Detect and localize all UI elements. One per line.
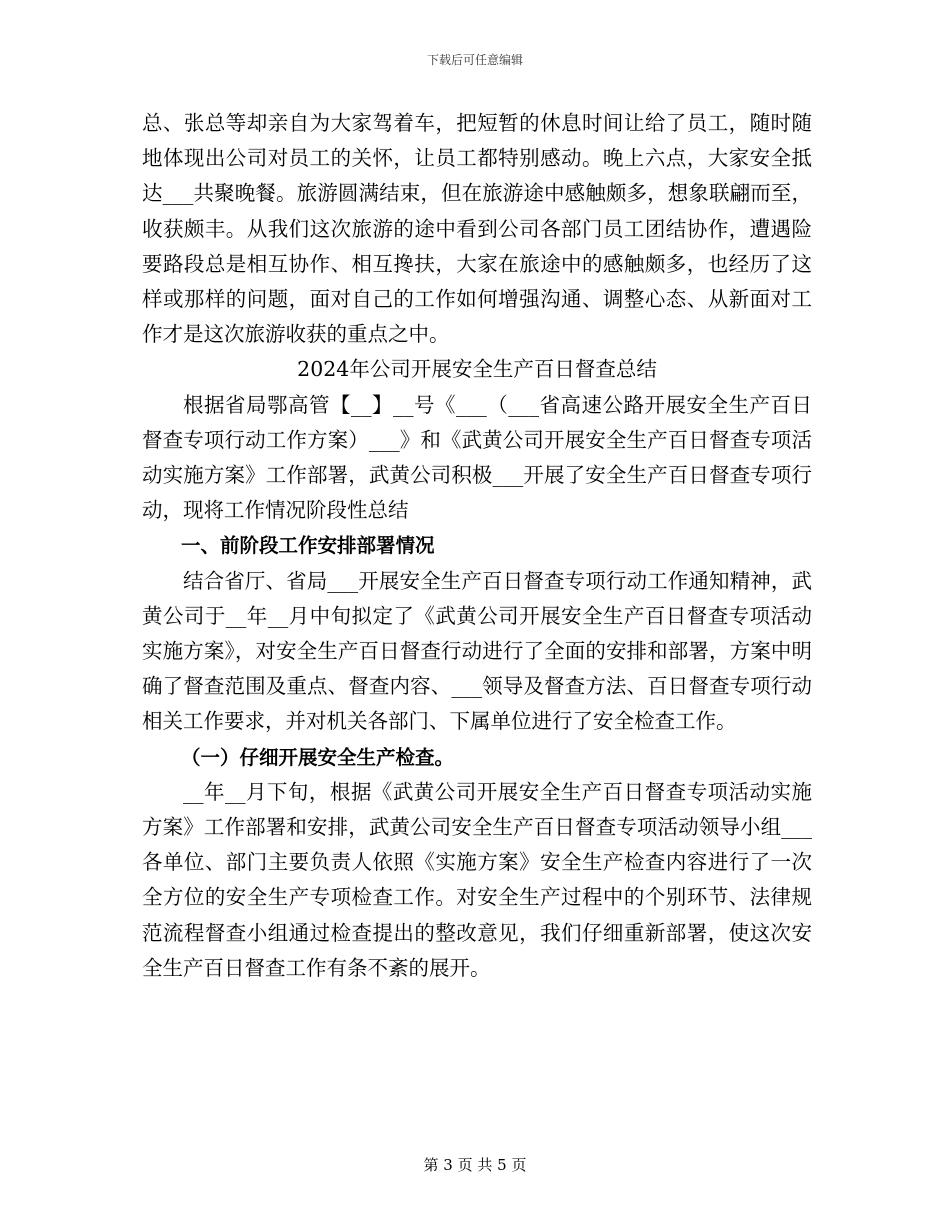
- paragraph-deployment: 结合省厅、省局___开展安全生产百日督查专项行动工作通知精神，武黄公司于__年__月中旬拟定了《武黄公司开展安全生产百日督查专项活动实施方案》，对安全生产百日督查行动进行了全面的安排和部署，方案中明确了督查范围及重点、督查内容、___领导及督查方法、百日督查专项行动相关工作要求，并对机关各部门、下属单位进行了安全检查工作。: [142, 568, 812, 734]
- section-heading-1: 一、前阶段工作安排部署情况: [181, 534, 435, 558]
- page-header: 下载后可任意编辑: [426, 53, 523, 67]
- document-title: 2024年公司开展安全生产百日督查总结: [297, 357, 657, 382]
- page-footer: 第 3 页 共 5 页: [423, 1156, 527, 1174]
- document-body: [142, 106, 812, 986]
- intro-paragraph: 总、张总等却亲自为大家驾着车，把短暂的休息时间让给了员工，随时随地体现出公司对员工的关怀，让员工都特别感动。晚上六点，大家安全抵达___共聚晚餐。旅游圆满结束，但在旅游途中感触颇多，想象联翩而至，收获颇丰。从我们这次旅游的途中看到公司各部门员工团结协作，遭遇险要路段总是相互协作、相互搀扶，大家在旅途中的感触颇多，也经历了这样或那样的问题，面对自己的工作如何增强沟通、调整心态、从新面对工作才是这次旅游收获的重点之中。: [142, 111, 812, 347]
- paragraph-intro-basis: 根据省局鄂高管【__】__号《___（___省高速公路开展安全生产百日督查专项行动工作方案）___》和《武黄公司开展安全生产百日督查专项活动实施方案》工作部署，武黄公司积极___开展了安全生产百日督查专项行动，现将工作情况阶段性总结: [142, 392, 812, 523]
- paragraph-inspection: __年__月下旬，根据《武黄公司开展安全生产百日督查专项活动实施方案》工作部署和安排，武黄公司安全生产百日督查专项活动领导小组___各单位、部门主要负责人依照《实施方案》安全生产检查内容进行了一次全方位的安全生产专项检查工作。对安全生产过程中的个别环节、法律规范流程督查小组通过检查提出的整改意见，我们仔细重新部署，使这次安全生产百日督查工作有条不紊的展开。: [142, 779, 812, 980]
- subsection-heading-1: （一）仔细开展安全生产检查。: [181, 745, 455, 769]
